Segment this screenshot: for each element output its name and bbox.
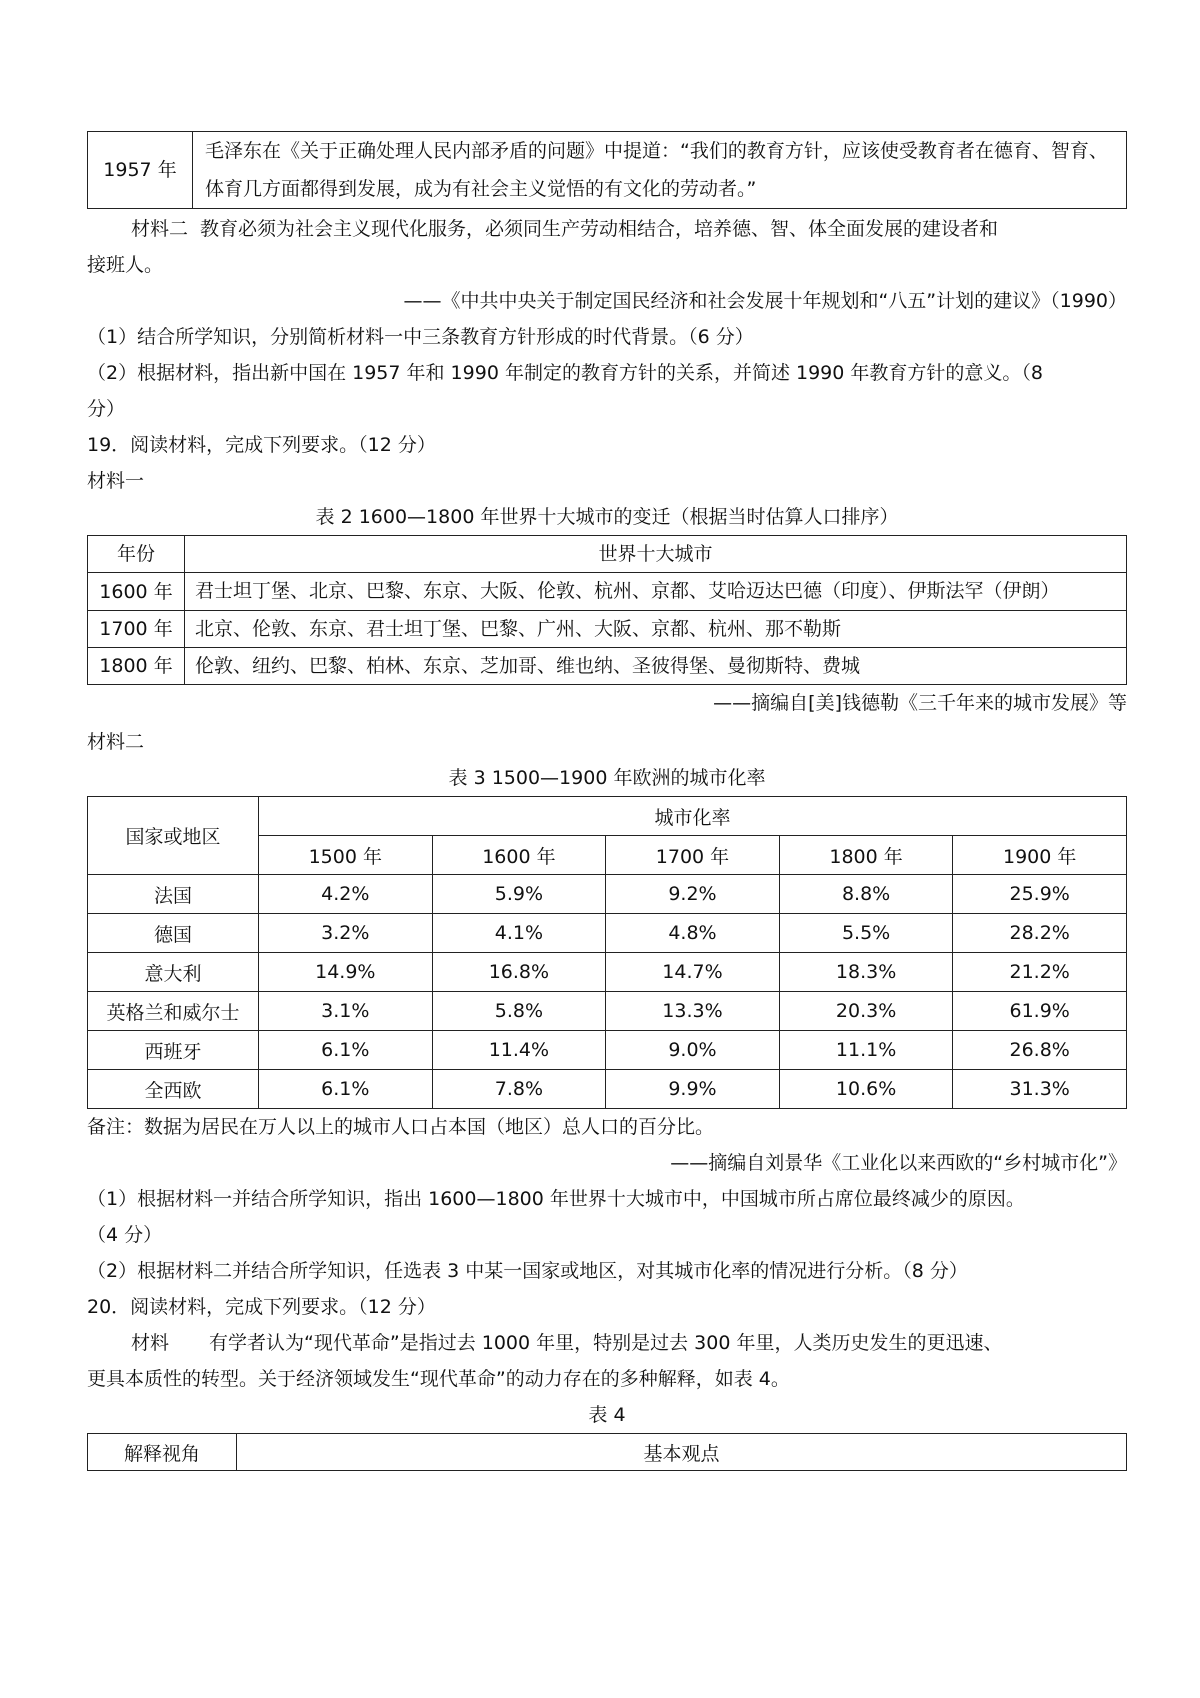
table3-note: 备注：数据为居民在万人以上的城市人口占本国（地区）总人口的百分比。 <box>87 1116 715 1138</box>
rate-cell: 4.8% <box>606 914 780 953</box>
rate-cell: 8.8% <box>779 875 953 914</box>
rate-cell: 10.6% <box>779 1070 953 1109</box>
table-row <box>88 132 1127 209</box>
rate-cell: 16.8% <box>432 953 606 992</box>
rate-cell: 11.1% <box>779 1031 953 1070</box>
material-label: 材料二 <box>87 731 145 753</box>
region-cell: 德国 <box>88 914 259 953</box>
table-row <box>88 875 1127 914</box>
rate-cell: 13.3% <box>606 992 780 1031</box>
material-label: 材料一 <box>87 470 145 492</box>
column-header: 基本观点 <box>237 1434 1127 1471</box>
rate-cell: 3.1% <box>259 992 433 1031</box>
table-row <box>88 953 1127 992</box>
rate-cell: 5.9% <box>432 875 606 914</box>
rate-cell: 6.1% <box>259 1070 433 1109</box>
rate-cell: 61.9% <box>953 992 1127 1031</box>
rate-cell: 26.8% <box>953 1031 1127 1070</box>
cities-cell: 北京、伦敦、东京、君士坦丁堡、巴黎、广州、大阪、京都、杭州、那不勒斯 <box>185 611 1127 648</box>
material-text: 有学者认为“现代革命”是指过去 1000 年里，特别是过去 300 年里，人类历史发生的更迅速、 <box>209 1332 1003 1354</box>
question-20-title: 20．阅读材料，完成下列要求。（12 分） <box>87 1296 436 1318</box>
cities-cell: 君士坦丁堡、北京、巴黎、东京、大阪、伦敦、杭州、京都、艾哈迈达巴德（印度）、伊斯法罕（伊朗） <box>185 573 1127 611</box>
rate-cell: 4.2% <box>259 875 433 914</box>
rate-cell: 9.2% <box>606 875 780 914</box>
table3-caption: 表 3 1500—1900 年欧洲的城市化率 <box>448 767 766 789</box>
rate-cell: 6.1% <box>259 1031 433 1070</box>
table-header-row <box>88 536 1127 573</box>
rate-cell: 3.2% <box>259 914 433 953</box>
cities-cell: 伦敦、纽约、巴黎、柏林、东京、芝加哥、维也纳、圣彼得堡、曼彻斯特、费城 <box>185 648 1127 685</box>
rate-cell: 11.4% <box>432 1031 606 1070</box>
question-19-1-cont: （4 分） <box>87 1224 163 1246</box>
rate-cell: 28.2% <box>953 914 1127 953</box>
region-cell: 英格兰和威尔士 <box>88 992 259 1031</box>
rate-cell: 4.1% <box>432 914 606 953</box>
region-cell: 全西欧 <box>88 1070 259 1109</box>
column-header: 1700 年 <box>606 836 780 875</box>
region-cell: 法国 <box>88 875 259 914</box>
table3 <box>87 796 1127 1109</box>
year-cell: 1700 年 <box>88 611 185 648</box>
column-header: 1900 年 <box>953 836 1127 875</box>
table-header-row <box>88 797 1127 836</box>
region-cell: 西班牙 <box>88 1031 259 1070</box>
rate-cell: 21.2% <box>953 953 1127 992</box>
year-cell: 1800 年 <box>88 648 185 685</box>
year-cell: 1600 年 <box>88 573 185 611</box>
rate-cell: 9.9% <box>606 1070 780 1109</box>
policy-table <box>87 131 1127 209</box>
question-18-2-cont: 分） <box>87 398 126 420</box>
rate-cell: 5.8% <box>432 992 606 1031</box>
column-header: 1800 年 <box>779 836 953 875</box>
rate-cell: 25.9% <box>953 875 1127 914</box>
q20-material <box>87 1325 1127 1361</box>
material-label: 材料 <box>131 1332 170 1354</box>
table2-caption: 表 2 1600—1800 年世界十大城市的变迁（根据当时估算人口排序） <box>315 506 899 528</box>
question-19-1: （1）根据材料一并结合所学知识，指出 1600—1800 年世界十大城市中，中国城市所占席位最终减少的原因。 <box>87 1188 1025 1210</box>
question-18-1: （1）结合所学知识，分别简析材料一中三条教育方针形成的时代背景。（6 分） <box>87 326 754 348</box>
rate-cell: 31.3% <box>953 1070 1127 1109</box>
table-row <box>88 914 1127 953</box>
column-header: 年份 <box>88 536 185 573</box>
table-row <box>88 1031 1127 1070</box>
source-citation: ——《中共中央关于制定国民经济和社会发展十年规划和“八五”计划的建议》（1990） <box>403 290 1127 312</box>
column-header: 1600 年 <box>432 836 606 875</box>
source-citation: ——摘编自刘景华《工业化以来西欧的“乡村城市化”》 <box>670 1152 1127 1174</box>
table4-caption: 表 4 <box>588 1404 626 1426</box>
column-header: 国家或地区 <box>88 797 259 875</box>
table-row <box>88 611 1127 648</box>
table-row <box>88 648 1127 685</box>
column-header: 解释视角 <box>88 1434 237 1471</box>
column-header: 世界十大城市 <box>185 536 1127 573</box>
material-text-cont: 更具本质性的转型。关于经济领域发生“现代革命”的动力存在的多种解释，如表 4。 <box>87 1368 790 1390</box>
q18-material2 <box>87 211 1127 247</box>
column-header: 1500 年 <box>259 836 433 875</box>
table-header-row <box>88 1434 1127 1471</box>
rate-cell: 9.0% <box>606 1031 780 1070</box>
region-cell: 意大利 <box>88 953 259 992</box>
exam-page <box>87 131 1127 1471</box>
rate-cell: 5.5% <box>779 914 953 953</box>
source-citation: ——摘编自[美]钱德勒《三千年来的城市发展》等 <box>713 692 1127 714</box>
rate-cell: 14.9% <box>259 953 433 992</box>
rate-cell: 14.7% <box>606 953 780 992</box>
table-row <box>88 992 1127 1031</box>
column-header: 城市化率 <box>259 797 1127 836</box>
question-19-2: （2）根据材料二并结合所学知识，任选表 3 中某一国家或地区，对其城市化率的情况进行分析。（8 分） <box>87 1260 968 1282</box>
rate-cell: 7.8% <box>432 1070 606 1109</box>
question-18-2: （2）根据材料，指出新中国在 1957 年和 1990 年制定的教育方针的关系，并简述 1990 年教育方针的意义。（8 <box>87 362 1043 384</box>
rate-cell: 18.3% <box>779 953 953 992</box>
year-cell: 1957 年 <box>88 132 193 209</box>
question-19-title: 19．阅读材料，完成下列要求。（12 分） <box>87 434 436 456</box>
table-row <box>88 573 1127 611</box>
material-label: 材料二 <box>131 218 189 240</box>
rate-cell: 20.3% <box>779 992 953 1031</box>
table-row <box>88 1070 1127 1109</box>
material-text-cont: 接班人。 <box>87 254 164 276</box>
table4 <box>87 1433 1127 1471</box>
material-text: 教育必须为社会主义现代化服务，必须同生产劳动相结合，培养德、智、体全面发展的建设者和 <box>200 218 999 240</box>
table2 <box>87 535 1127 685</box>
policy-text-cell: 毛泽东在《关于正确处理人民内部矛盾的问题》中提道：“我们的教育方针，应该使受教育者在德育、智育、体育几方面都得到发展，成为有社会主义觉悟的有文化的劳动者。” <box>193 132 1127 209</box>
